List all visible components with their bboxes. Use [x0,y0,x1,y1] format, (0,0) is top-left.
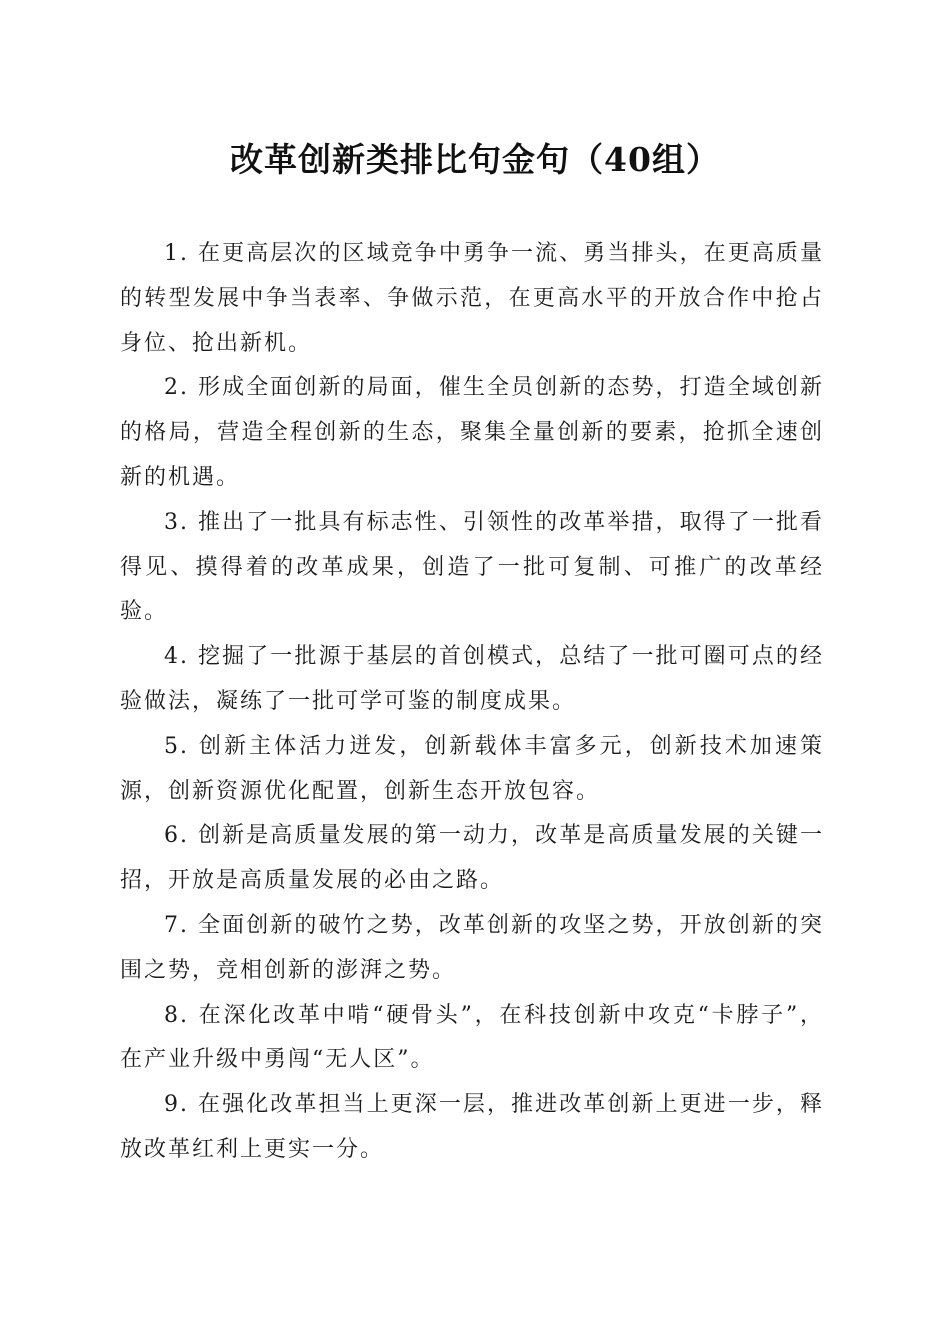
paragraph-9: 9. 在强化改革担当上更深一层，推进改革创新上更进一步，释放改革红利上更实一分。 [120,1092,824,1162]
paragraph-2: 2. 形成全面创新的局面，催生全员创新的态势，打造全域创新的格局，营造全程创新的生态，聚集全量创新的要素，抢抓全速创新的机遇。 [120,375,824,490]
paragraph-4: 4. 挖掘了一批源于基层的首创模式，总结了一批可圈可点的经验做法，凝练了一批可学可鉴的制度成果。 [120,644,824,714]
paragraph-5: 5. 创新主体活力迸发，创新载体丰富多元，创新技术加速策源，创新资源优化配置，创新生态开放包容。 [120,733,824,804]
paragraph-8: 8. 在深化改革中啃“硬骨头”，在科技创新中攻克“卡脖子”，在产业升级中勇闯“无人区”。 [120,1002,824,1073]
paragraph-1: 1. 在更高层次的区域竞争中勇争一流、勇当排头，在更高质量的转型发展中争当表率、争做示范，在更高水平的开放合作中抢占身位、抢出新机。 [120,241,824,356]
document-body [120,232,824,1173]
document-title: 改革创新类排比句金句（40组） [230,140,720,179]
paragraph-3: 3. 推出了一批具有标志性、引领性的改革举措，取得了一批看得见、摸得着的改革成果，创造了一批可复制、可推广的改革经验。 [120,509,824,625]
paragraph-6: 6. 创新是高质量发展的第一动力，改革是高质量发展的关键一招，开放是高质量发展的必由之路。 [120,823,824,894]
paragraph-7: 7. 全面创新的破竹之势，改革创新的攻坚之势，开放创新的突围之势，竞相创新的澎湃之势。 [120,912,824,983]
